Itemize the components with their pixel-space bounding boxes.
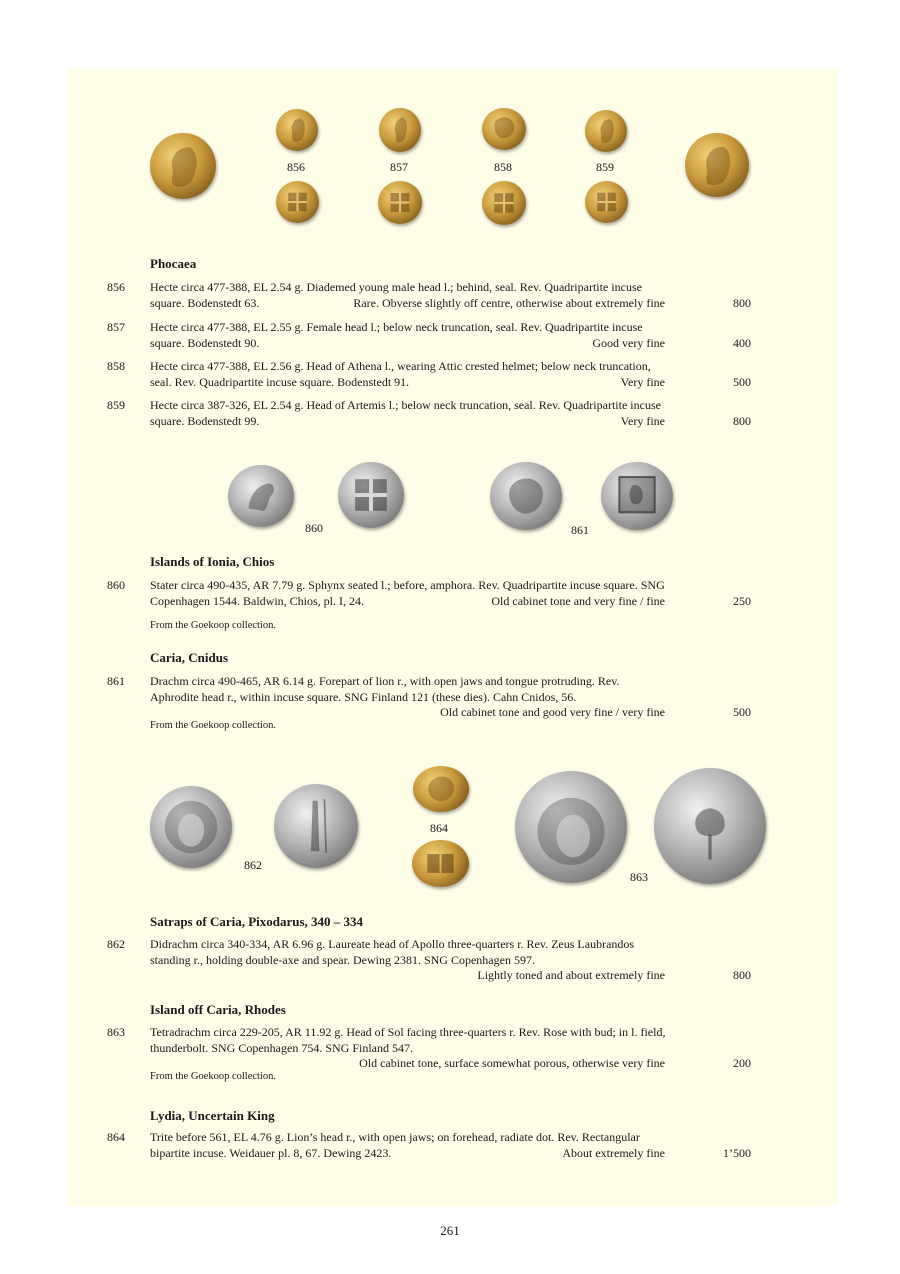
page-number: 261 bbox=[440, 1223, 460, 1238]
lot-861-line1: Drachm circa 490-465, AR 6.14 g. Forepart of lion r., with open jaws and tongue protruding. Rev. bbox=[150, 674, 620, 688]
coin-label-861: 861 bbox=[571, 523, 589, 537]
coin-image-857-obverse bbox=[379, 108, 421, 152]
lot-861-provenance: From the Goekoop collection. bbox=[150, 720, 276, 731]
coin-image-857-reverse bbox=[378, 181, 422, 224]
coin-image-856-reverse bbox=[276, 181, 319, 223]
lot-863-line2: thunderbolt. SNG Copenhagen 754. SNG Finland 547. bbox=[150, 1040, 413, 1055]
coin-image-860-obverse bbox=[228, 465, 294, 527]
lot-864-price: 1’500 bbox=[723, 1145, 751, 1160]
lot-856-grade: Rare. Obverse slightly off centre, otherwise about extremely fine bbox=[353, 295, 665, 310]
lot-862-line1: Didrachm circa 340-334, AR 6.96 g. Laureate head of Apollo three-quarters r. Rev. Zeus Laubrandos bbox=[150, 937, 635, 951]
lot-description-859 bbox=[150, 398, 751, 429]
lot-description-860 bbox=[150, 578, 751, 609]
lot-857-line2: square. Bodenstedt 90. bbox=[150, 335, 260, 350]
lot-description-863 bbox=[150, 1025, 751, 1072]
lot-859-price: 800 bbox=[733, 413, 751, 428]
lot-858-line2: seal. Rev. Quadripartite incuse square. Bodenstedt 91. bbox=[150, 374, 410, 389]
lot-number-859: 859 bbox=[107, 398, 125, 412]
lot-description-857 bbox=[150, 320, 751, 351]
lot-856-line2: square. Bodenstedt 63. bbox=[150, 295, 260, 310]
lot-860-line2: Copenhagen 1544. Baldwin, Chios, pl. I, 24. bbox=[150, 593, 364, 608]
coin-label-860: 860 bbox=[305, 521, 323, 535]
lot-861-price: 500 bbox=[733, 705, 751, 719]
lot-864-grade: About extremely fine bbox=[562, 1145, 665, 1160]
lot-862-line2: standing r., holding double-axe and spear. Dewing 2381. SNG Copenhagen 597. bbox=[150, 952, 535, 967]
coin-label-863: 863 bbox=[630, 870, 648, 884]
lot-860-price: 250 bbox=[733, 593, 751, 608]
lot-856-line1: Hecte circa 477-388, EL 2.54 g. Diademed young male head l.; behind, seal. Rev. Quadripartite incuse bbox=[150, 280, 642, 294]
lot-863-price: 200 bbox=[733, 1056, 751, 1070]
coin-image-859-reverse bbox=[585, 181, 628, 223]
section-heading-lydia: Lydia, Uncertain King bbox=[150, 1108, 275, 1123]
lot-859-grade: Very fine bbox=[620, 413, 665, 428]
coin-image-856-obverse bbox=[276, 109, 318, 151]
lot-856-price: 800 bbox=[733, 295, 751, 310]
coin-image-861-obverse bbox=[490, 462, 562, 530]
coin-image-862-reverse bbox=[274, 784, 358, 868]
section-heading-phocaea: Phocaea bbox=[150, 256, 197, 271]
lot-858-price: 500 bbox=[733, 374, 751, 389]
coin-image-863-reverse bbox=[654, 768, 766, 884]
coin-image-860-reverse bbox=[338, 462, 404, 528]
coin-image-862-obverse bbox=[150, 786, 232, 868]
lot-863-grade: Old cabinet tone, surface somewhat porous, otherwise very fine bbox=[359, 1056, 665, 1070]
lot-862-price: 800 bbox=[733, 968, 751, 982]
lot-number-862: 862 bbox=[107, 937, 125, 951]
lot-description-861 bbox=[150, 674, 751, 721]
coin-label-862: 862 bbox=[244, 858, 262, 872]
coin-label-857: 857 bbox=[390, 160, 408, 174]
lot-858-grade: Very fine bbox=[620, 374, 665, 389]
lot-859-line2: square. Bodenstedt 99. bbox=[150, 413, 260, 428]
lot-860-grade: Old cabinet tone and very fine / fine bbox=[491, 593, 665, 608]
coin-image-864-obverse bbox=[413, 766, 469, 812]
coin-image-859-obverse bbox=[585, 110, 627, 152]
lot-860-provenance: From the Goekoop collection. bbox=[150, 620, 276, 631]
coin-image-enlarged-right bbox=[685, 133, 749, 197]
lot-861-line2: Aphrodite head r., within incuse square. SNG Finland 121 (these dies). Cahn Cnidos, 56. bbox=[150, 689, 577, 704]
coin-label-859: 859 bbox=[596, 160, 614, 174]
lot-description-862 bbox=[150, 937, 751, 984]
lot-number-860: 860 bbox=[107, 578, 125, 592]
lot-number-864: 864 bbox=[107, 1130, 125, 1144]
lot-859-line1: Hecte circa 387-326, EL 2.54 g. Head of Artemis l.; below neck truncation, seal. Rev. Quadripartite incuse bbox=[150, 398, 661, 412]
coin-image-enlarged-left bbox=[150, 133, 216, 199]
section-heading-cnidus: Caria, Cnidus bbox=[150, 650, 229, 665]
lot-862-grade: Lightly toned and about extremely fine bbox=[477, 968, 665, 982]
coin-image-863-obverse bbox=[515, 771, 627, 883]
lot-description-856 bbox=[150, 280, 751, 311]
coin-image-858-obverse bbox=[482, 108, 526, 150]
lot-description-858 bbox=[150, 359, 751, 390]
section-heading-rhodes: Island off Caria, Rhodes bbox=[150, 1002, 286, 1017]
lot-number-861: 861 bbox=[107, 674, 125, 688]
lot-863-line1: Tetradrachm circa 229-205, AR 11.92 g. Head of Sol facing three-quarters r. Rev. Rose with bud; in l. field, bbox=[150, 1025, 666, 1039]
coin-label-858: 858 bbox=[494, 160, 512, 174]
lot-number-856: 856 bbox=[107, 280, 125, 294]
lot-861-grade: Old cabinet tone and good very fine / very fine bbox=[440, 705, 665, 719]
coin-image-864-reverse bbox=[412, 840, 469, 887]
lot-860-line1: Stater circa 490-435, AR 7.79 g. Sphynx seated l.; before, amphora. Rev. Quadripartite incuse square. SNG bbox=[150, 578, 665, 592]
lot-number-858: 858 bbox=[107, 359, 125, 373]
lot-863-provenance: From the Goekoop collection. bbox=[150, 1071, 276, 1082]
lot-858-line1: Hecte circa 477-388, EL 2.56 g. Head of Athena l., wearing Attic crested helmet; below neck truncation, bbox=[150, 359, 651, 373]
lot-857-grade: Good very fine bbox=[592, 335, 665, 350]
lot-number-857: 857 bbox=[107, 320, 125, 334]
lot-number-863: 863 bbox=[107, 1025, 125, 1039]
coin-image-861-reverse bbox=[601, 462, 673, 530]
section-heading-chios: Islands of Ionia, Chios bbox=[150, 554, 275, 569]
lot-864-line2: bipartite incuse. Weidauer pl. 8, 67. Dewing 2423. bbox=[150, 1145, 392, 1160]
lot-857-price: 400 bbox=[733, 335, 751, 350]
coin-label-856: 856 bbox=[287, 160, 305, 174]
lot-864-line1: Trite before 561, EL 4.76 g. Lion’s head r., with open jaws; on forehead, radiate dot. Rev. Rectangular bbox=[150, 1130, 640, 1144]
coin-image-858-reverse bbox=[482, 181, 526, 225]
section-heading-pixodarus: Satraps of Caria, Pixodarus, 340 – 334 bbox=[150, 914, 364, 929]
lot-857-line1: Hecte circa 477-388, EL 2.55 g. Female head l.; below neck truncation, seal. Rev. Quadripartite incuse bbox=[150, 320, 643, 334]
coin-label-864: 864 bbox=[430, 821, 448, 835]
lot-description-864 bbox=[150, 1130, 751, 1161]
